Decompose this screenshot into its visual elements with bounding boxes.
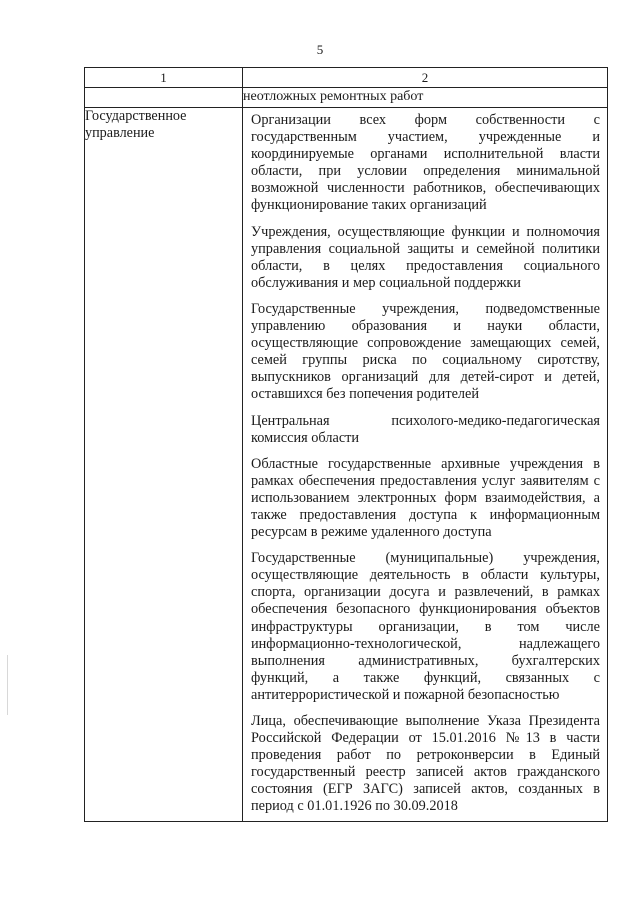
entry-education: Государственные учреждения, подведомственные управлению образования и науки области, осуществляющие сопровождение замещающих семей, семей группы риска по социальному сиротству, выпускников организаций для детей-сирот и детей, оставшихся без попечения родителей <box>251 300 600 403</box>
entry-pmpk-commission: Центральная психолого-медико-педагогическая комиссия области <box>251 412 600 446</box>
scan-margin-mark <box>7 655 8 715</box>
column-header-2: 2 <box>243 68 608 88</box>
category-row <box>85 108 608 822</box>
entry-archives: Областные государственные архивные учреждения в рамках обеспечения предоставления услуг заявителям с использованием электронных форм взаимодействия, а также предоставления доступа к информационным ресурсам в режиме удаленного доступа <box>251 455 600 541</box>
table-header-row <box>85 68 608 88</box>
continuation-empty-cell <box>85 88 243 108</box>
entry-social-protection: Учреждения, осуществляющие функции и полномочия управления социальной защиты и семейной политики области, в целях предоставления социального обслуживания и мер социальной поддержки <box>251 223 600 291</box>
category-cell: Государственное управление <box>85 108 243 822</box>
entry-civil-registry: Лица, обеспечивающие выполнение Указа Президента Российской Федерации от 15.01.2016 №13 в части проведения работ по ретроконверсии в Единый государственный реестр записей актов гражданского состояния (ЕГР ЗАГС) записей актов, созданных в период с 01.01.1926 по 30.09.2018 <box>251 713 600 815</box>
page-number: 5 <box>316 42 324 57</box>
document-table <box>84 67 608 822</box>
entries-cell <box>243 108 608 822</box>
column-header-1: 1 <box>85 68 243 88</box>
entry-organizations: Организации всех форм собственности с государственным участием, учрежденные и координируемые органами исполнительной власти области, при условии определения минимальной возможной численности работников, обеспечивающих функционирование таких организаций <box>251 112 600 214</box>
continuation-row <box>85 88 608 108</box>
continuation-text: неотложных ремонтных работ <box>243 88 608 108</box>
entry-culture-sport: Государственные (муниципальные) учреждения, осуществляющие деятельность в области культуры, спорта, организации досуга и развлечений, в рамках обеспечения безопасного функционирования объектов инфраструктуры организации, в том числе информационно-технологической, надлежащего выполнения административных, бухгалтерских функций, а также функций, связанных с антитеррористической и пожарной безопасностью <box>251 550 600 703</box>
